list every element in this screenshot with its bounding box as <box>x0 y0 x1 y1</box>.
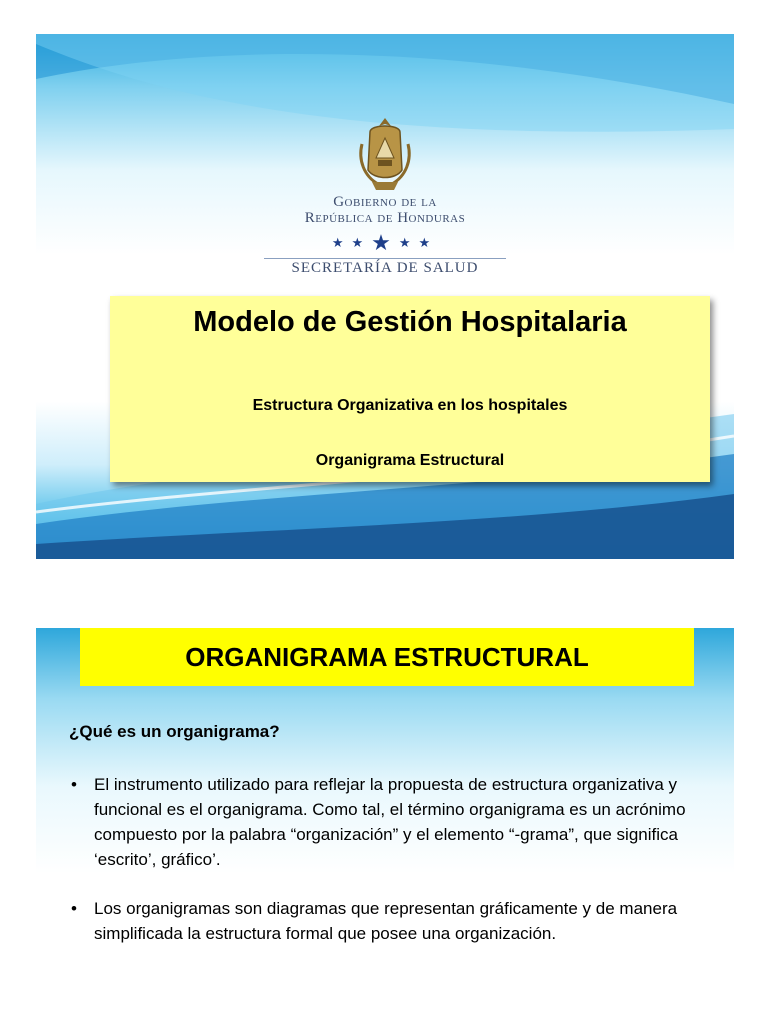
star-icon: ★ <box>331 235 352 250</box>
slide-title: Modelo de Gestión Hospitalaria <box>193 306 627 338</box>
question-heading: ¿Qué es un organigrama? <box>69 722 280 741</box>
gov-line-2: República de Honduras <box>304 210 466 226</box>
content-slide <box>36 628 734 1024</box>
stars-row <box>36 230 734 256</box>
list-item <box>69 772 709 872</box>
bullet-icon: • <box>71 899 77 918</box>
bullet-text: El instrumento utilizado para reflejar la propuesta de estructura organizativa y funcional es el organigrama. Como tal, el término organigrama es un acrónimo compuesto por la palabra “organización” y el elemento “-grama”, que significa ‘escrito’, gráfico’. <box>94 775 686 869</box>
star-icon: ★ <box>418 235 439 250</box>
star-icon: ★ <box>398 235 419 250</box>
title-box <box>110 296 710 482</box>
secretaria-label: SECRETARÍA DE SALUD <box>291 260 479 276</box>
title-slide <box>36 34 734 559</box>
bullet-list <box>69 772 709 970</box>
slide-subtitle-2: Organigrama Estructural <box>315 452 505 469</box>
star-icon: ★ <box>351 235 372 250</box>
slide-banner: ORGANIGRAMA ESTRUCTURAL <box>80 628 694 686</box>
list-item <box>69 896 709 946</box>
star-icon: ★ <box>371 230 399 255</box>
gov-line-1: Gobierno de la <box>333 194 437 210</box>
divider <box>264 258 506 259</box>
honduras-coat-of-arms-icon <box>356 114 414 194</box>
slide-subtitle-1: Estructura Organizativa en los hospitales <box>252 397 568 414</box>
bullet-icon: • <box>71 775 77 794</box>
bullet-text: Los organigramas son diagramas que representan gráficamente y de manera simplificada la estructura formal que posee una organización. <box>94 899 678 943</box>
